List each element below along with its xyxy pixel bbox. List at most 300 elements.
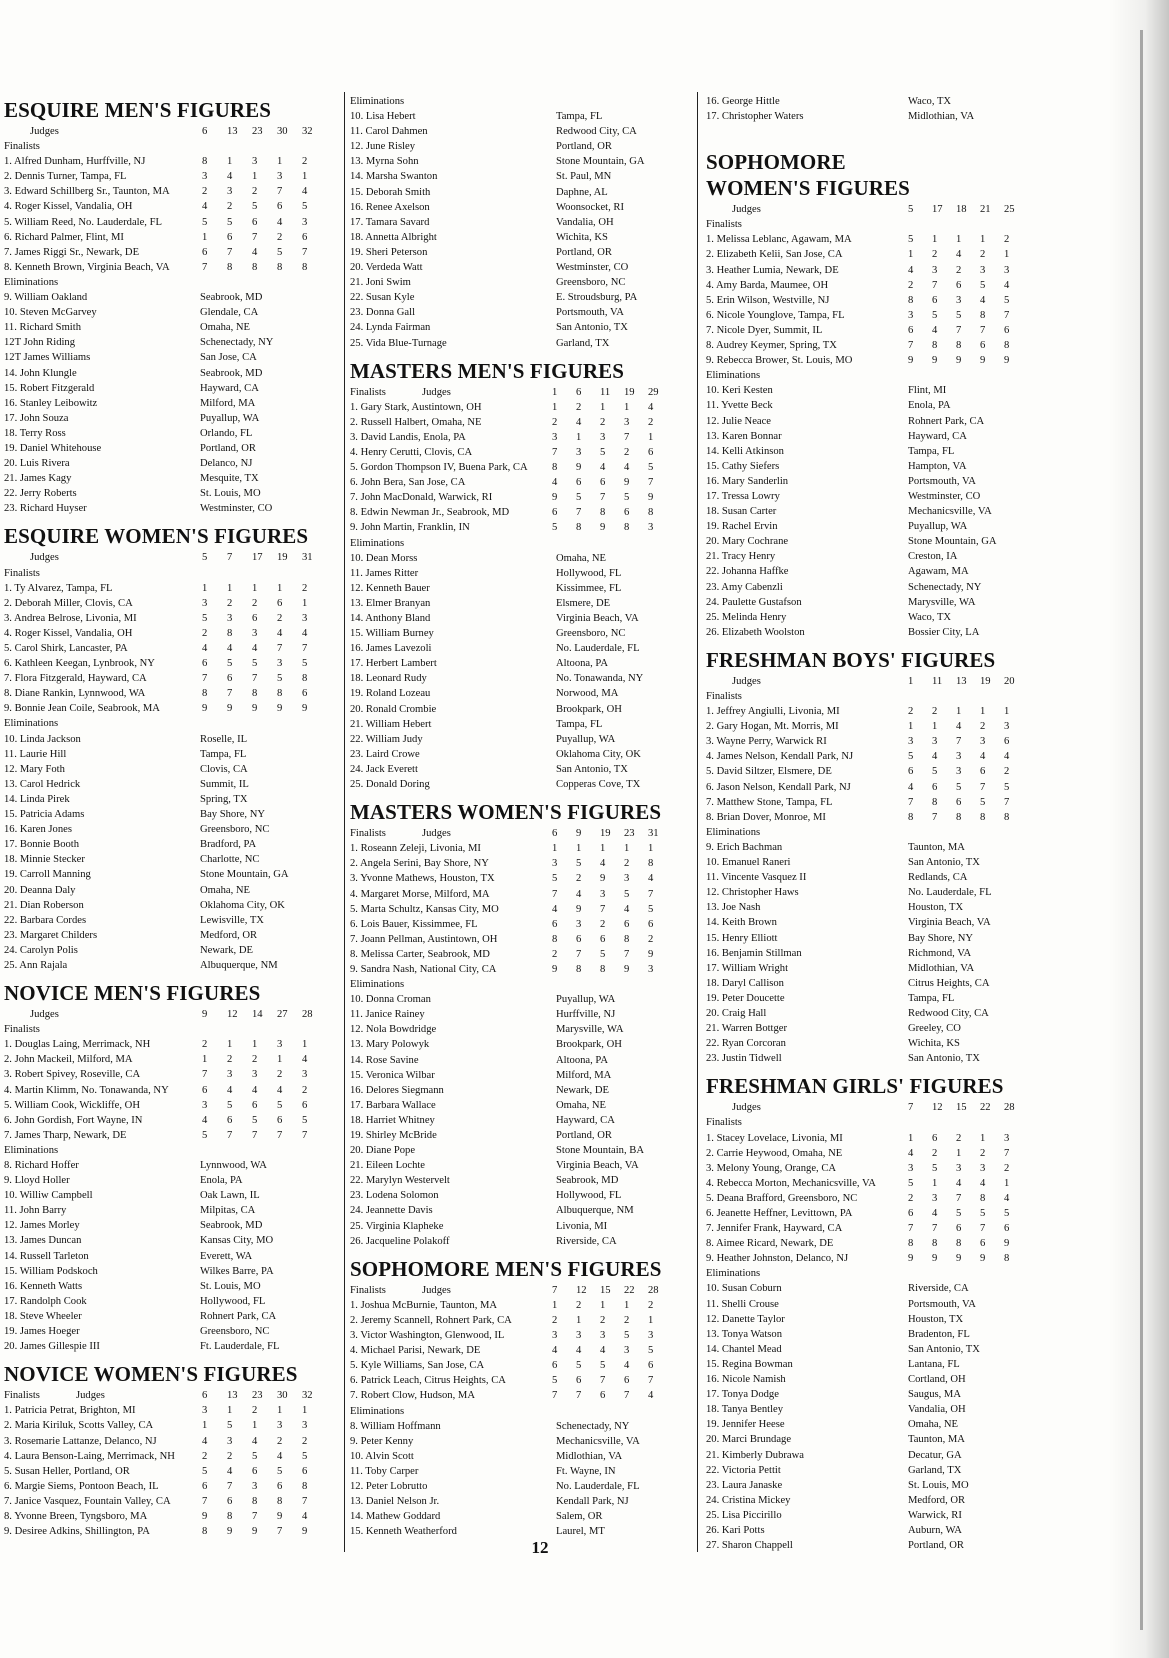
judge-placement: 4 xyxy=(202,1435,208,1447)
judge-placement: 5 xyxy=(277,246,283,258)
skater-hometown: Kissimmee, FL xyxy=(556,582,622,594)
judge-placement: 6 xyxy=(302,1465,308,1477)
judge-placement: 6 xyxy=(552,1360,558,1372)
finalist-name: 4. Henry Cerutti, Clovis, CA xyxy=(350,446,473,458)
skater-name: 12. Danette Taylor xyxy=(706,1313,785,1325)
finalist-row xyxy=(706,764,1052,779)
finalist-name: 6. John Bera, San Jose, CA xyxy=(350,477,466,489)
skater-hometown: Garland, TX xyxy=(556,337,610,349)
judge-placement: 5 xyxy=(576,858,582,870)
judge-placement: 3 xyxy=(202,171,208,183)
finalist-name: 3. Victor Washington, Glenwood, IL xyxy=(350,1330,505,1342)
skater-name: 20. Deanna Daly xyxy=(4,884,76,896)
skater-hometown: Waco, TX xyxy=(908,611,952,623)
judge-placement: 9 xyxy=(956,355,962,367)
judge-placement: 8 xyxy=(600,507,606,519)
judges-header-row xyxy=(706,1100,1052,1115)
judge-placement: 8 xyxy=(552,933,558,945)
elimination-row xyxy=(4,913,336,928)
finalist-row xyxy=(350,1373,690,1388)
finalist-row xyxy=(4,1494,336,1509)
finalist-row xyxy=(350,947,690,962)
skater-name: 15. Cathy Siefers xyxy=(706,460,780,472)
judge-placement: 8 xyxy=(932,340,938,352)
judge-placement: 3 xyxy=(552,1330,558,1342)
finalists-label: Finalists xyxy=(4,1390,40,1402)
judge-placement: 4 xyxy=(956,1177,962,1189)
skater-name: 17. Christopher Waters xyxy=(706,111,804,123)
skater-name: 16. Mary Sanderlin xyxy=(706,475,789,487)
finalist-row xyxy=(350,856,690,871)
judge-placement: 8 xyxy=(980,1192,986,1204)
finalist-row xyxy=(4,184,336,199)
elimination-row xyxy=(350,275,690,290)
skater-name: 9. William Oakland xyxy=(4,292,88,304)
skater-name: 14. Keith Brown xyxy=(706,917,777,929)
skater-name: 20. Luis Rivera xyxy=(4,458,70,470)
judge-placement: 6 xyxy=(576,1375,582,1387)
skater-name: 16. Delores Siegmann xyxy=(350,1084,444,1096)
event-title: SOPHOMORE MEN'S FIGURES xyxy=(350,1256,662,1281)
judge-placement: 2 xyxy=(552,948,558,960)
skater-name: 18. Minnie Stecker xyxy=(4,854,85,866)
judge-number: 27 xyxy=(277,1009,288,1021)
finalists-label: Finalists xyxy=(350,1284,386,1296)
skater-name: 25. Vida Blue-Turnage xyxy=(350,337,447,349)
skater-name: 12T James Williams xyxy=(4,352,91,364)
finalist-name: 5. Marta Schultz, Kansas City, MO xyxy=(350,903,499,915)
judge-placement: 2 xyxy=(227,201,233,213)
skater-hometown: Seabrook, MD xyxy=(556,1175,619,1187)
skater-hometown: Stone Mountain, GA xyxy=(908,536,997,548)
judge-placement: 3 xyxy=(252,627,258,639)
judge-number: 14 xyxy=(252,1009,263,1021)
skater-name: 14. Mathew Goddard xyxy=(350,1511,441,1523)
skater-hometown: Bay Shore, NY xyxy=(908,932,974,944)
judge-placement: 6 xyxy=(202,1084,208,1096)
judge-placement: 3 xyxy=(908,1162,914,1174)
event-section xyxy=(4,981,336,1354)
judge-placement: 6 xyxy=(932,781,938,793)
elimination-row xyxy=(4,1218,336,1233)
event-section xyxy=(706,648,1052,1066)
skater-name: 13. Carol Hedrick xyxy=(4,778,81,790)
elimination-row xyxy=(4,852,336,867)
judge-placement: 4 xyxy=(600,858,606,870)
skater-name: 14. Anthony Bland xyxy=(350,613,431,624)
judge-placement: 1 xyxy=(277,1405,283,1417)
skater-hometown: Puyallup, WA xyxy=(908,521,968,533)
judge-placement: 4 xyxy=(277,216,283,228)
judge-placement: 8 xyxy=(908,811,914,823)
finalist-row xyxy=(706,338,1052,353)
judge-placement: 2 xyxy=(302,1435,308,1447)
judge-number: 9 xyxy=(202,1009,208,1021)
finalist-name: 4. Roger Kissel, Vandalia, OH xyxy=(4,627,133,639)
judge-placement: 5 xyxy=(552,522,558,534)
judge-placement: 2 xyxy=(908,706,914,718)
judge-placement: 3 xyxy=(252,1069,258,1081)
judge-placement: 5 xyxy=(908,234,914,246)
judge-placement: 4 xyxy=(648,1390,654,1402)
skater-hometown: Mechanicsville, VA xyxy=(908,506,992,518)
skater-hometown: Westminster, CO xyxy=(200,503,273,515)
judge-placement: 5 xyxy=(227,1099,233,1111)
judge-placement: 5 xyxy=(980,1208,986,1219)
judge-placement: 7 xyxy=(202,261,208,273)
elimination-row xyxy=(706,961,1052,976)
elimination-row xyxy=(4,898,336,913)
judge-placement: 7 xyxy=(202,1495,208,1507)
judge-placement: 1 xyxy=(1004,249,1010,261)
judge-placement: 2 xyxy=(956,264,962,276)
finalist-row xyxy=(350,400,690,415)
judge-placement: 1 xyxy=(302,171,308,183)
judge-placement: 8 xyxy=(202,156,208,168)
event-section xyxy=(4,98,336,516)
finalist-row xyxy=(350,430,690,445)
judge-placement: 3 xyxy=(600,1330,606,1342)
skater-name: 9. Peter Kenny xyxy=(350,1435,414,1447)
skater-hometown: Agawam, MA xyxy=(908,566,969,578)
judge-placement: 4 xyxy=(624,1360,630,1372)
judge-number: 5 xyxy=(202,552,208,564)
elimination-row xyxy=(350,992,690,1007)
elimination-row xyxy=(350,626,690,641)
judge-placement: 2 xyxy=(552,416,558,428)
judge-placement: 3 xyxy=(980,264,986,276)
judge-placement: 6 xyxy=(624,1375,630,1387)
judge-placement: 9 xyxy=(956,1253,962,1265)
judge-placement: 3 xyxy=(600,888,606,900)
finalists-label-row xyxy=(706,1115,1052,1130)
judge-placement: 8 xyxy=(227,627,233,639)
elimination-row xyxy=(706,991,1052,1006)
finalist-name: 9. Heather Johnston, Delanco, NJ xyxy=(706,1253,849,1265)
elimination-row xyxy=(4,867,336,882)
event-title: FRESHMAN BOYS' FIGURES xyxy=(706,647,996,672)
judge-placement: 6 xyxy=(552,507,558,519)
judge-placement: 6 xyxy=(624,918,630,930)
judge-placement: 7 xyxy=(908,340,914,352)
judge-placement: 7 xyxy=(227,246,233,258)
judge-placement: 6 xyxy=(252,1099,258,1111)
event-section xyxy=(4,1362,336,1539)
skater-hometown: Greensboro, NC xyxy=(556,277,626,289)
judge-placement: 6 xyxy=(648,446,654,458)
elimination-row xyxy=(350,566,690,581)
judge-placement: 6 xyxy=(908,324,914,336)
skater-hometown: Virginia Beach, VA xyxy=(556,613,639,624)
judge-placement: 5 xyxy=(932,309,938,321)
finalist-name: 2. Maria Kiriluk, Scotts Valley, CA xyxy=(4,1420,154,1432)
elimination-row xyxy=(706,1448,1052,1463)
skater-name: 14. Rose Savine xyxy=(350,1054,419,1066)
judge-placement: 8 xyxy=(932,796,938,808)
finalist-name: 4. Roger Kissel, Vandalia, OH xyxy=(4,201,133,213)
judge-placement: 3 xyxy=(277,1039,283,1051)
elimination-row xyxy=(706,534,1052,549)
judge-placement: 3 xyxy=(600,431,606,443)
judge-placement: 2 xyxy=(908,279,914,291)
judge-number: 6 xyxy=(202,126,208,137)
judge-number: 7 xyxy=(227,552,233,564)
elimination-row xyxy=(706,1387,1052,1402)
judge-placement: 4 xyxy=(624,903,630,915)
skater-name: 22. Ryan Corcoran xyxy=(706,1038,786,1050)
judge-number: 31 xyxy=(302,552,313,564)
finalist-name: 2. Gary Hogan, Mt. Morris, MI xyxy=(706,721,839,733)
finalist-row xyxy=(4,230,336,245)
judge-placement: 4 xyxy=(980,294,986,306)
skater-name: 13. Karen Bonnar xyxy=(706,430,782,442)
elimination-row xyxy=(4,381,336,396)
finalists-label: Finalists xyxy=(4,141,40,153)
judge-placement: 9 xyxy=(552,963,558,975)
judge-placement: 5 xyxy=(576,1360,582,1372)
judge-placement: 3 xyxy=(202,1405,208,1417)
finalist-name: 6. Kathleen Keegan, Lynbrook, NY xyxy=(4,658,155,670)
eliminations-label: Eliminations xyxy=(706,370,761,382)
skater-hometown: Stone Mountain, GA xyxy=(200,869,289,881)
skater-hometown: Westminster, CO xyxy=(556,262,629,274)
finalist-name: 4. James Nelson, Kendall Park, NJ xyxy=(706,751,854,763)
judge-placement: 7 xyxy=(956,1192,962,1204)
elimination-row xyxy=(350,215,690,230)
judge-placement: 2 xyxy=(980,249,986,261)
skater-name: 12. Peter Lobrutto xyxy=(350,1480,428,1492)
judge-placement: 2 xyxy=(980,1147,986,1159)
judge-placement: 6 xyxy=(302,688,308,700)
finalist-name: 7. Jennifer Frank, Hayward, CA xyxy=(706,1223,843,1235)
elimination-row xyxy=(350,336,690,351)
judge-placement: 1 xyxy=(648,843,654,855)
skater-name: 16. James Lavezoli xyxy=(350,643,432,655)
judge-placement: 3 xyxy=(252,1480,258,1492)
finalist-name: 7. Flora Fitzgerald, Hayward, CA xyxy=(4,673,147,685)
finalist-name: 2. Carrie Heywood, Omaha, NE xyxy=(706,1147,843,1159)
elimination-row xyxy=(350,717,690,732)
judge-placement: 1 xyxy=(624,1299,630,1311)
skater-hometown: Portsmouth, VA xyxy=(908,1298,976,1310)
finalist-row xyxy=(350,445,690,460)
skater-hometown: Daphne, AL xyxy=(556,186,608,198)
finalist-name: 3. Wayne Perry, Warwick RI xyxy=(706,736,827,748)
elimination-row xyxy=(4,350,336,365)
skater-hometown: Hampton, VA xyxy=(908,460,967,472)
skater-hometown: Vandalia, OH xyxy=(908,1404,966,1416)
eliminations-label-row xyxy=(350,977,690,992)
eliminations-label-row xyxy=(706,1266,1052,1281)
skater-hometown: Lantana, FL xyxy=(908,1358,960,1370)
finalist-row xyxy=(706,1146,1052,1161)
finalist-name: 1. Ty Alvarez, Tampa, FL xyxy=(4,582,113,594)
judge-placement: 5 xyxy=(648,903,654,915)
elimination-row xyxy=(4,1294,336,1309)
finalist-row xyxy=(706,1131,1052,1146)
finalist-name: 5. Carol Shirk, Lancaster, PA xyxy=(4,643,128,654)
judge-placement: 6 xyxy=(1004,1223,1010,1235)
finalist-row xyxy=(706,353,1052,368)
judge-placement: 2 xyxy=(600,918,606,930)
finalist-name: 1. Stacey Lovelace, Livonia, MI xyxy=(706,1132,843,1144)
skater-hometown: St. Paul, MN xyxy=(556,171,612,183)
judge-placement: 1 xyxy=(908,249,914,261)
skater-hometown: Hayward, CA xyxy=(908,430,967,442)
skater-hometown: No. Lauderdale, FL xyxy=(556,1480,640,1492)
elimination-row xyxy=(706,1463,1052,1478)
judge-placement: 8 xyxy=(252,261,258,273)
skater-hometown: Enola, PA xyxy=(908,400,951,412)
judge-placement: 7 xyxy=(277,186,283,198)
finalist-name: 2. Jeremy Scannell, Rohnert Park, CA xyxy=(350,1314,512,1326)
finalist-row xyxy=(4,611,336,626)
skater-name: 21. James Kagy xyxy=(4,473,72,485)
elimination-row xyxy=(4,290,336,305)
judge-number: 30 xyxy=(277,1390,288,1402)
elimination-row xyxy=(706,580,1052,595)
judge-placement: 4 xyxy=(600,462,606,474)
elimination-row xyxy=(350,1113,690,1128)
elimination-row xyxy=(350,551,690,566)
elimination-row xyxy=(706,915,1052,930)
judge-placement: 3 xyxy=(277,658,283,670)
judge-placement: 4 xyxy=(252,246,258,258)
judge-placement: 6 xyxy=(302,231,308,243)
finalist-row xyxy=(4,154,336,169)
elimination-row xyxy=(706,840,1052,855)
skater-name: 13. Mary Polowyk xyxy=(350,1039,430,1051)
skater-hometown: Wilkes Barre, PA xyxy=(200,1265,274,1277)
finalist-row xyxy=(706,247,1052,262)
judge-placement: 7 xyxy=(227,1129,233,1141)
judge-placement: 4 xyxy=(227,1465,233,1477)
elimination-row xyxy=(706,870,1052,885)
finalist-name: 4. Michael Parisi, Newark, DE xyxy=(350,1345,481,1357)
judge-placement: 5 xyxy=(624,1330,630,1342)
finalist-name: 7. Matthew Stone, Tampa, FL xyxy=(706,796,833,808)
skater-name: 22. Marylyn Westervelt xyxy=(350,1175,450,1187)
skater-name: 8. Richard Hoffer xyxy=(4,1160,79,1171)
skater-hometown: Clovis, CA xyxy=(200,763,248,775)
judge-number: 12 xyxy=(576,1284,587,1296)
judge-placement: 1 xyxy=(227,1405,233,1417)
judge-number: 13 xyxy=(227,126,238,137)
judge-placement: 5 xyxy=(202,1465,208,1477)
judge-placement: 2 xyxy=(576,1299,582,1311)
finalist-row xyxy=(706,293,1052,308)
elimination-row xyxy=(4,1188,336,1203)
judge-placement: 7 xyxy=(1004,796,1010,808)
skater-name: 10. Susan Coburn xyxy=(706,1283,782,1295)
skater-hometown: San Antonio, TX xyxy=(908,1053,980,1065)
skater-name: 17. Barbara Wallace xyxy=(350,1099,436,1111)
skater-name: 19. Peter Doucette xyxy=(706,992,785,1004)
judge-placement: 4 xyxy=(1004,1192,1010,1204)
judge-placement: 6 xyxy=(202,246,208,258)
judge-placement: 6 xyxy=(1004,736,1010,748)
judge-placement: 3 xyxy=(227,1435,233,1447)
judge-placement: 1 xyxy=(277,1054,283,1066)
elimination-row xyxy=(350,245,690,260)
judge-placement: 2 xyxy=(252,1405,258,1417)
judge-placement: 4 xyxy=(600,1345,606,1357)
event-section xyxy=(706,1074,1052,1553)
finalist-name: 2. Angela Serini, Bay Shore, NY xyxy=(350,858,489,870)
elimination-row xyxy=(706,109,1052,124)
finalist-name: 2. Elizabeth Kelii, San Jose, CA xyxy=(706,249,843,261)
finalist-name: 5. Susan Heller, Portland, OR xyxy=(4,1465,130,1477)
judge-placement: 6 xyxy=(576,477,582,489)
judge-placement: 3 xyxy=(932,1192,938,1204)
finalist-row xyxy=(4,1052,336,1067)
skater-hometown: St. Louis, MO xyxy=(200,1280,261,1292)
judge-placement: 4 xyxy=(227,171,233,183)
elimination-row xyxy=(706,976,1052,991)
skater-hometown: Brookpark, OH xyxy=(556,703,622,715)
elimination-row xyxy=(350,109,690,124)
elimination-row xyxy=(350,671,690,686)
judge-placement: 7 xyxy=(980,1223,986,1235)
elimination-row xyxy=(706,474,1052,489)
judge-placement: 1 xyxy=(302,1039,308,1051)
judge-placement: 5 xyxy=(600,446,606,458)
eliminations-label: Eliminations xyxy=(706,826,761,838)
judge-placement: 7 xyxy=(252,673,258,685)
finalist-row xyxy=(706,734,1052,749)
judge-placement: 3 xyxy=(956,751,962,763)
judges-label: Judges xyxy=(30,552,59,564)
skater-hometown: Orlando, FL xyxy=(200,427,253,439)
finalist-row xyxy=(350,475,690,490)
skater-hometown: Schenectady, NY xyxy=(908,581,982,593)
skater-hometown: Norwood, MA xyxy=(556,688,619,700)
finalist-row xyxy=(4,596,336,611)
judge-placement: 2 xyxy=(227,1054,233,1066)
judge-placement: 4 xyxy=(980,1177,986,1189)
judge-placement: 5 xyxy=(980,796,986,808)
skater-name: 21. Joni Swim xyxy=(350,277,411,289)
elimination-row xyxy=(4,732,336,747)
judges-header-row xyxy=(4,124,336,139)
judge-placement: 6 xyxy=(277,1480,283,1492)
finalist-row xyxy=(4,169,336,184)
skater-hometown: Albuquerque, NM xyxy=(200,959,278,971)
skater-hometown: Auburn, WA xyxy=(908,1524,962,1536)
elimination-row xyxy=(350,762,690,777)
skater-name: 13. James Duncan xyxy=(4,1235,82,1247)
judge-placement: 5 xyxy=(1004,1208,1010,1219)
judge-placement: 8 xyxy=(277,1495,283,1507)
judge-placement: 5 xyxy=(932,766,938,778)
finalist-name: 5. Gordon Thompson IV, Buena Park, CA xyxy=(350,462,528,474)
judge-placement: 1 xyxy=(227,582,233,594)
finalist-row xyxy=(4,1067,336,1082)
finalist-name: 3. Yvonne Mathews, Houston, TX xyxy=(350,873,495,885)
judge-placement: 3 xyxy=(956,1162,962,1174)
judge-placement: 6 xyxy=(648,918,654,930)
skater-name: 15. Veronica Wilbar xyxy=(350,1069,435,1081)
finalist-name: 8. Yvonne Breen, Tyngsboro, MA xyxy=(4,1510,148,1522)
skater-name: 24. Lynda Fairman xyxy=(350,322,431,334)
judge-placement: 7 xyxy=(648,477,654,489)
finalist-name: 1. Roseann Zeleji, Livonia, MI xyxy=(350,843,481,855)
judge-placement: 9 xyxy=(227,1526,233,1538)
elimination-row xyxy=(4,1339,336,1354)
judge-placement: 3 xyxy=(576,1330,582,1342)
finalist-row xyxy=(706,263,1052,278)
skater-name: 23. Justin Tidwell xyxy=(706,1053,782,1065)
